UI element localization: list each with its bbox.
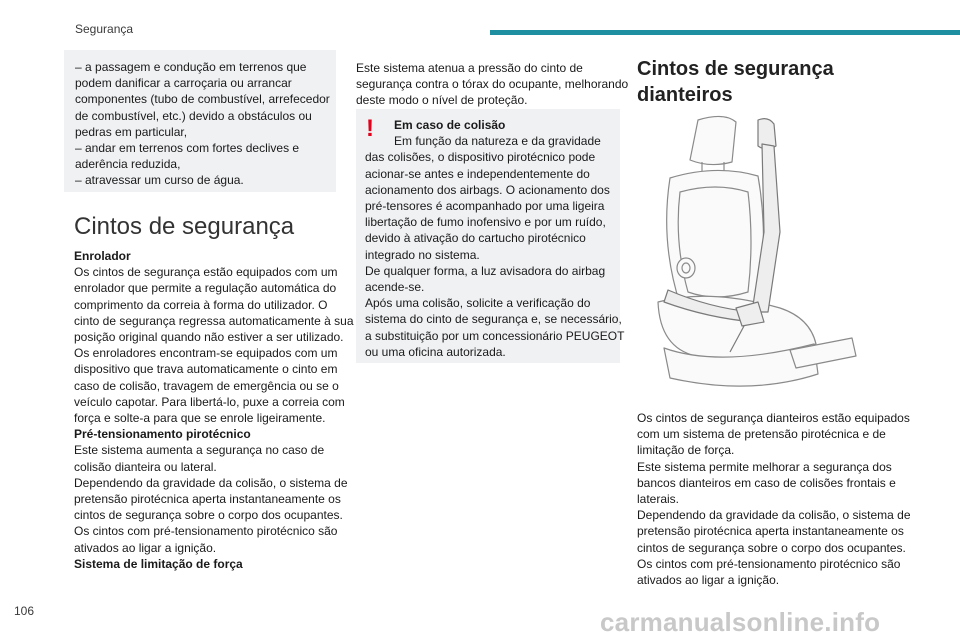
page-number: 106 xyxy=(14,604,35,618)
body-line: laterais. xyxy=(637,492,680,507)
body-line: com um sistema de pretensão pirotécnica e de xyxy=(637,427,886,442)
warning-line: ou uma oficina autorizada. xyxy=(365,344,506,359)
warning-line: integrado no sistema. xyxy=(365,247,480,262)
force-limiter-text xyxy=(356,60,629,109)
collision-warning-box xyxy=(356,109,625,363)
body-line: ativados ao ligar a ignição. xyxy=(637,573,780,588)
warning-line: devido à ativação do cartucho pirotécnico xyxy=(365,231,586,246)
box-line: – andar em terrenos com fortes declives e xyxy=(75,141,300,156)
warning-line: Em função da natureza e da gravidade xyxy=(394,134,601,149)
body-line: segurança contra o tórax do ocupante, melhorando xyxy=(356,77,629,92)
warning-title: Em caso de colisão xyxy=(394,118,506,132)
body-line: Este sistema permite melhorar a segurança dos xyxy=(637,459,892,474)
seatbelt-body-text xyxy=(74,248,354,572)
heading-line: Cintos de segurança xyxy=(637,58,834,80)
subheading: Sistema de limitação de força xyxy=(74,556,243,571)
box-line: componentes (tubo de combustível, arrefecedor xyxy=(75,92,330,107)
offroad-note-text xyxy=(75,59,331,189)
body-line: força e solte-a para que se enrole ligeiramente. xyxy=(74,411,326,426)
box-line: – atravessar um curso de água. xyxy=(75,173,244,188)
box-line: aderência reduzida, xyxy=(75,157,181,172)
body-line: bancos dianteiros em caso de colisões frontais e xyxy=(637,475,896,490)
body-line: pretensão pirotécnica aperta instantaneamente os xyxy=(637,524,904,539)
body-line: Este sistema atenua a pressão do cinto de xyxy=(356,61,583,75)
body-line: caso de colisão, travagem de emergência ou se o xyxy=(74,378,339,393)
body-line: Os cintos de segurança dianteiros estão equipados xyxy=(637,411,910,425)
warning-line: acionar-se antes e independentemente do xyxy=(365,166,590,181)
body-line: Dependendo da gravidade da colisão, o sistema de xyxy=(637,508,911,523)
body-line: Dependendo da gravidade da colisão, o sistema de xyxy=(74,475,348,490)
box-line: pedras em particular, xyxy=(75,124,188,139)
body-line: deste modo o nível de proteção. xyxy=(356,93,528,108)
body-line: veículo capotar. Para libertá-lo, puxe a correia com xyxy=(74,394,345,409)
warning-line: De qualquer forma, a luz avisadora do airbag xyxy=(365,263,606,278)
warning-line: a substituição por um concessionário PEUGEOT xyxy=(365,328,625,343)
box-line: de combustível, etc.) devido a obstáculos ou xyxy=(75,108,312,123)
body-line: cintos de segurança sobre o corpo dos ocupantes. xyxy=(637,540,906,555)
watermark: carmanualsonline.info xyxy=(600,607,881,637)
subheading: Enrolador xyxy=(74,249,131,263)
seat-belt-illustration xyxy=(640,112,880,404)
body-line: Este sistema aumenta a segurança no caso de xyxy=(74,443,325,458)
warning-text xyxy=(365,117,625,360)
body-line: Os cintos com pré-tensionamento pirotécnico são xyxy=(74,524,338,539)
warning-line: acionamento dos airbags. O acionamento dos xyxy=(365,182,610,197)
body-line: cintos de segurança sobre o corpo dos ocupantes. xyxy=(74,508,343,523)
section-heading: Cintos de segurança xyxy=(74,213,295,240)
warning-line: acende-se. xyxy=(365,280,425,295)
subheading: Pré-tensionamento pirotécnico xyxy=(74,427,251,442)
warning-line: das colisões, o dispositivo pirotécnico pode xyxy=(365,150,596,165)
body-line: limitação de força. xyxy=(637,443,735,458)
warning-line: sistema do cinto de segurança e, se necessário, xyxy=(365,312,622,327)
body-line: comprimento da correia à forma do utilizador. O xyxy=(74,297,328,312)
warning-line: pré-tensores é acompanhado por uma ligeira xyxy=(365,199,605,214)
front-seatbelts-text xyxy=(637,410,911,588)
front-seatbelts-heading xyxy=(637,56,834,108)
box-line: podem danificar a carroçaria ou arrancar xyxy=(75,76,292,91)
body-line: pretensão pirotécnica aperta instantaneamente os xyxy=(74,492,341,507)
body-line: posição original quando não estiver a ser utilizado. xyxy=(74,330,344,345)
body-line: Os cintos de segurança estão equipados com um xyxy=(74,265,338,280)
body-line: ativados ao ligar a ignição. xyxy=(74,540,217,555)
body-line: Os cintos com pré-tensionamento pirotécnico são xyxy=(637,556,901,571)
box-line: – a passagem e condução em terrenos que xyxy=(75,60,307,74)
heading-line: dianteiros xyxy=(637,84,733,106)
warning-line: libertação de fumo inofensivo e por um ruído, xyxy=(365,215,606,230)
body-line: Os enroladores encontram-se equipados com um xyxy=(74,346,338,361)
body-line: colisão dianteira ou lateral. xyxy=(74,459,217,474)
body-line: dispositivo que trava automaticamente o cinto em xyxy=(74,362,338,377)
warning-line: Após uma colisão, solicite a verificação do xyxy=(365,296,591,311)
section-title: Segurança xyxy=(75,22,134,36)
body-line: enrolador que permite a regulação automática do xyxy=(74,281,337,296)
body-line: cinto de segurança regressa automaticamente à sua xyxy=(74,313,354,328)
offroad-note-box xyxy=(64,50,336,192)
exclamation-icon: ! xyxy=(366,115,374,142)
accent-bar xyxy=(490,30,960,35)
